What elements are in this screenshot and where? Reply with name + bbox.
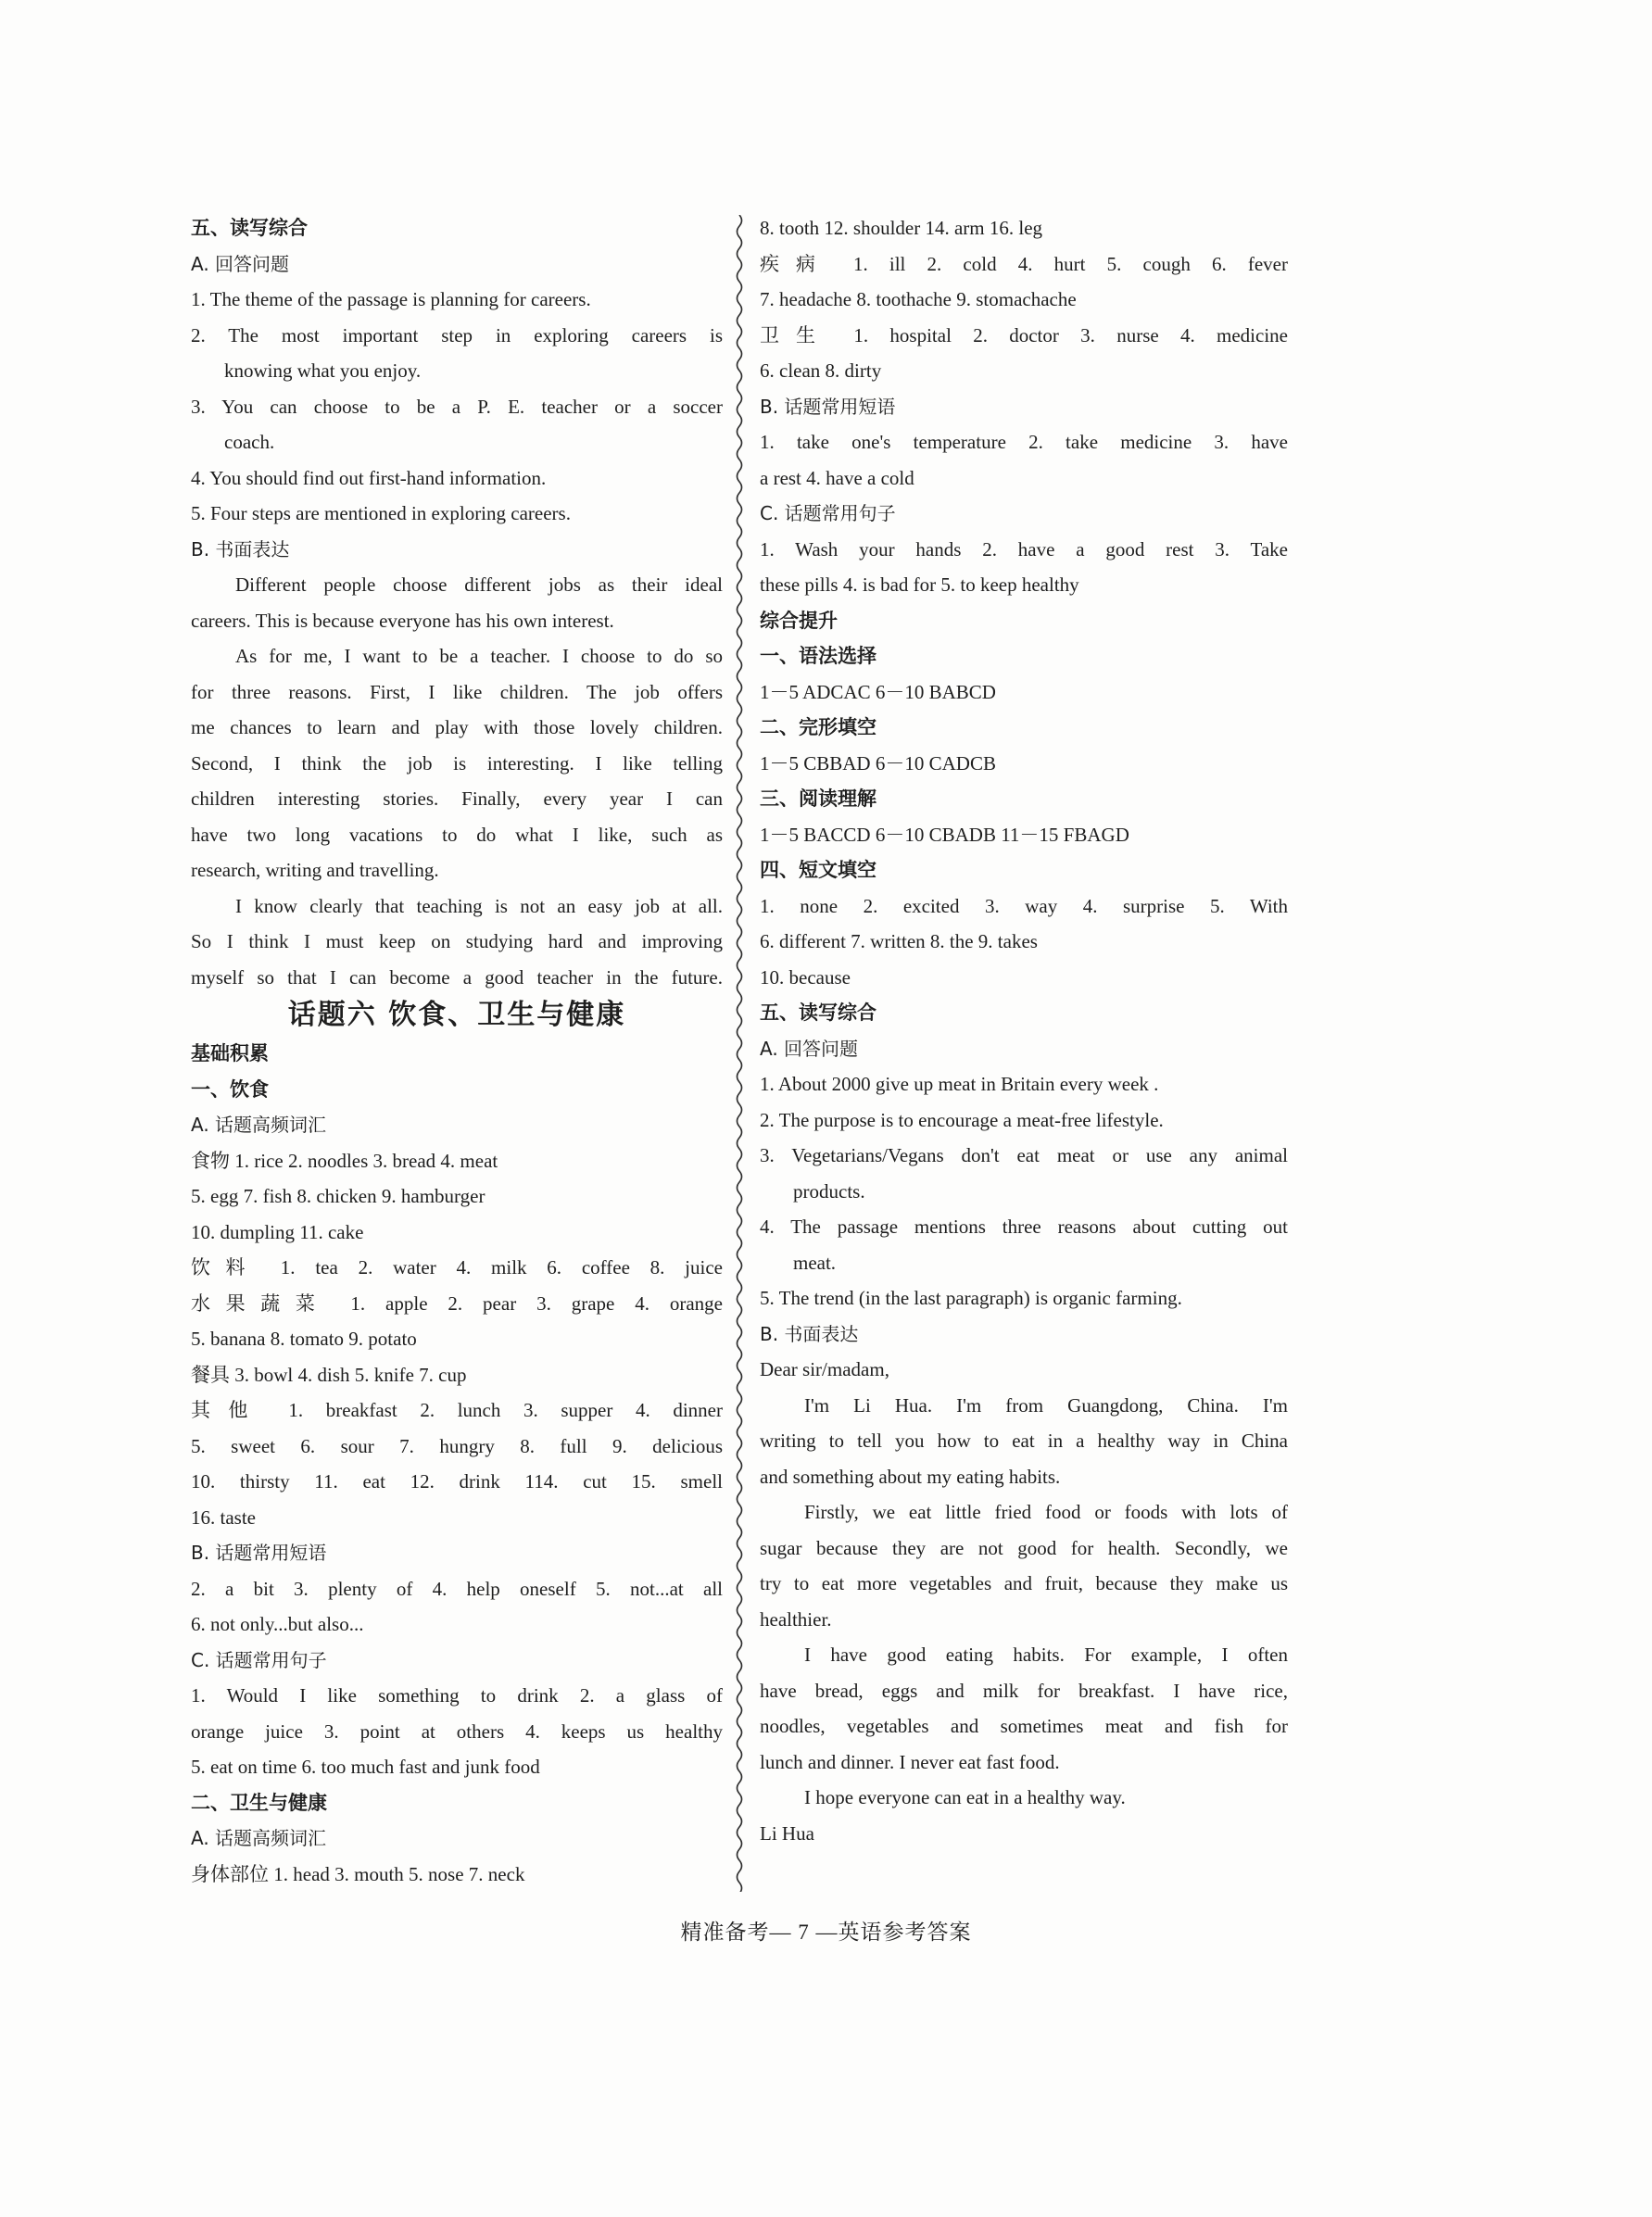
text-line: sugar because they are not good for health. Secondly, we xyxy=(760,1536,1288,1559)
section-heading: A. 回答问题 xyxy=(191,252,290,275)
section-heading: 一、饮食 xyxy=(191,1077,269,1101)
section-heading: B. 书面表达 xyxy=(760,1322,859,1345)
text-line: 6. different 7. written 8. the 9. takes xyxy=(760,930,1038,952)
text-line: 10. thirsty 11. eat 12. drink 114. cut 15. smell xyxy=(191,1470,723,1493)
text-line: Different people choose different jobs as their ideal xyxy=(235,573,723,596)
left-column xyxy=(191,210,723,1892)
section-heading: 五、读写综合 xyxy=(191,217,308,239)
text-line: 1－5 ADCAC 6－10 BABCD xyxy=(760,680,996,703)
text-line: 1. take one's temperature 2. take medicine 3. have xyxy=(760,431,1288,453)
section-heading: C. 话题常用句子 xyxy=(191,1648,327,1671)
section-heading: C. 话题常用句子 xyxy=(760,502,896,524)
text-line: careers. This is because everyone has his own interest. xyxy=(191,609,614,632)
text-line: 2. The most important step in exploring careers is xyxy=(191,323,723,346)
text-line: 8. tooth 12. shoulder 14. arm 16. leg xyxy=(760,217,1043,239)
section-heading: 基础积累 xyxy=(191,1042,269,1064)
text-line: 1. Wash your hands 2. have a good rest 3. Take xyxy=(760,537,1288,561)
text-line: 4. The passage mentions three reasons about cutting out xyxy=(760,1216,1288,1238)
text-line: 10. because xyxy=(760,965,851,989)
page-footer: 精准备考— 7 —英语参考答案 xyxy=(680,1921,972,1944)
text-line: 16. taste xyxy=(191,1505,256,1529)
text-line: meat. xyxy=(793,1251,837,1274)
section-heading: A. 话题高频词汇 xyxy=(191,1827,327,1849)
right-column xyxy=(760,210,1288,1851)
section-heading: 五、读写综合 xyxy=(760,1001,876,1024)
text-line: As for me, I want to be a teacher. I choose to do so xyxy=(235,645,723,667)
column-divider xyxy=(733,215,746,1892)
text-line: 食物 1. rice 2. noodles 3. bread 4. meat xyxy=(191,1149,498,1172)
section-heading: B. 话题常用短语 xyxy=(191,1542,327,1564)
text-line: 5. sweet 6. sour 7. hungry 8. full 9. delicious xyxy=(191,1434,723,1457)
text-line: Firstly, we eat little fried food or foods with lots of xyxy=(804,1501,1288,1523)
text-line: 5. The trend (in the last paragraph) is organic farming. xyxy=(760,1287,1182,1309)
text-line: a rest 4. have a cold xyxy=(760,466,914,489)
text-line: have bread, eggs and milk for breakfast. I have rice, xyxy=(760,1679,1288,1702)
text-line: writing to tell you how to eat in a healthy way in China xyxy=(760,1430,1288,1452)
text-line: myself so that I can become a good teacher in the future. xyxy=(191,965,723,989)
text-line: 5. Four steps are mentioned in exploring careers. xyxy=(191,502,571,524)
text-line: 疾病 1. ill 2. cold 4. hurt 5. cough 6. fever xyxy=(760,252,1288,275)
text-line: So I think I must keep on studying hard and improving xyxy=(191,930,723,952)
section-heading: A. 话题高频词汇 xyxy=(191,1114,327,1136)
text-line: I'm Li Hua. I'm from Guangdong, China. I'm xyxy=(804,1393,1288,1417)
text-line: 其他 1. breakfast 2. lunch 3. supper 4. dinner xyxy=(191,1399,723,1421)
text-line: me chances to learn and play with those lovely children. xyxy=(191,716,723,738)
text-line: 1. none 2. excited 3. way 4. surprise 5. With xyxy=(760,894,1288,917)
text-line: and something about my eating habits. xyxy=(760,1465,1061,1488)
text-line: products. xyxy=(793,1179,865,1203)
text-line: these pills 4. is bad for 5. to keep healthy xyxy=(760,573,1079,596)
text-line: research, writing and travelling. xyxy=(191,859,439,881)
text-line: 1. About 2000 give up meat in Britain every week . xyxy=(760,1073,1159,1095)
text-line: healthier. xyxy=(760,1607,832,1631)
text-line: 餐具 3. bowl 4. dish 5. knife 7. cup xyxy=(191,1363,467,1386)
section-heading: B. 话题常用短语 xyxy=(760,395,896,418)
section-heading: B. 书面表达 xyxy=(191,537,290,561)
section-heading: A. 回答问题 xyxy=(760,1037,859,1060)
text-line: coach. xyxy=(224,431,275,453)
text-line: 10. dumpling 11. cake xyxy=(191,1220,364,1243)
text-line: I know clearly that teaching is not an easy job at all. xyxy=(235,894,723,917)
text-line: 4. You should find out first-hand information. xyxy=(191,466,547,489)
text-line: children interesting stories. Finally, every year I can xyxy=(191,787,723,810)
text-line: 5. eat on time 6. too much fast and junk food xyxy=(191,1756,540,1778)
text-line: I have good eating habits. For example, I often xyxy=(804,1644,1288,1666)
text-line: 5. egg 7. fish 8. chicken 9. hamburger xyxy=(191,1185,486,1207)
section-heading: 三、阅读理解 xyxy=(760,787,876,810)
section-heading: 四、短文填空 xyxy=(760,859,876,881)
text-line: lunch and dinner. I never eat fast food. xyxy=(760,1750,1060,1773)
text-line: 水果蔬菜 1. apple 2. pear 3. grape 4. orange xyxy=(191,1291,723,1315)
text-line: 1－5 BACCD 6－10 CBADB 11－15 FBAGD xyxy=(760,823,1129,846)
text-line: Li Hua xyxy=(760,1821,814,1845)
text-line: 1－5 CBBAD 6－10 CADCB xyxy=(760,751,996,775)
text-line: 饮料 1. tea 2. water 4. milk 6. coffee 8. juice xyxy=(191,1256,723,1279)
text-line: 1. The theme of the passage is planning for careers. xyxy=(191,288,591,310)
text-line: try to eat more vegetables and fruit, because they make us xyxy=(760,1572,1288,1594)
text-line: have two long vacations to do what I like, such as xyxy=(191,823,723,846)
section-heading: 二、完形填空 xyxy=(760,716,876,738)
topic-title: 话题六 饮食、卫生与健康 xyxy=(287,999,626,1031)
section-heading: 二、卫生与健康 xyxy=(191,1791,327,1814)
text-line: Dear sir/madam, xyxy=(760,1358,889,1380)
text-line: 6. not only...but also... xyxy=(191,1613,364,1635)
text-line: noodles, vegetables and sometimes meat and fish for xyxy=(760,1715,1288,1737)
text-line: 6. clean 8. dirty xyxy=(760,359,882,382)
text-line: I hope everyone can eat in a healthy way. xyxy=(804,1786,1126,1808)
text-line: 卫生 1. hospital 2. doctor 3. nurse 4. medicine xyxy=(760,323,1288,346)
section-heading: 综合提升 xyxy=(760,609,838,632)
text-line: Second, I think the job is interesting. I like telling xyxy=(191,751,723,775)
text-line: for three reasons. First, I like children. The job offers xyxy=(191,680,723,703)
text-line: 1. Would I like something to drink 2. a glass of xyxy=(191,1684,723,1707)
text-line: 7. headache 8. toothache 9. stomachache xyxy=(760,288,1077,310)
divider-wave xyxy=(738,215,742,1892)
text-line: orange juice 3. point at others 4. keeps us healthy xyxy=(191,1719,723,1743)
text-line: 3. You can choose to be a P. E. teacher or a soccer xyxy=(191,395,723,418)
text-line: 身体部位 1. head 3. mouth 5. nose 7. neck xyxy=(191,1862,525,1885)
text-line: 3. Vegetarians/Vegans don't eat meat or use any animal xyxy=(760,1144,1288,1166)
text-line: knowing what you enjoy. xyxy=(224,359,422,382)
text-line: 2. a bit 3. plenty of 4. help oneself 5. not...at all xyxy=(191,1577,723,1600)
text-line: 2. The purpose is to encourage a meat-free lifestyle. xyxy=(760,1108,1164,1131)
section-heading: 一、语法选择 xyxy=(760,645,876,667)
text-line: 5. banana 8. tomato 9. potato xyxy=(191,1328,417,1350)
